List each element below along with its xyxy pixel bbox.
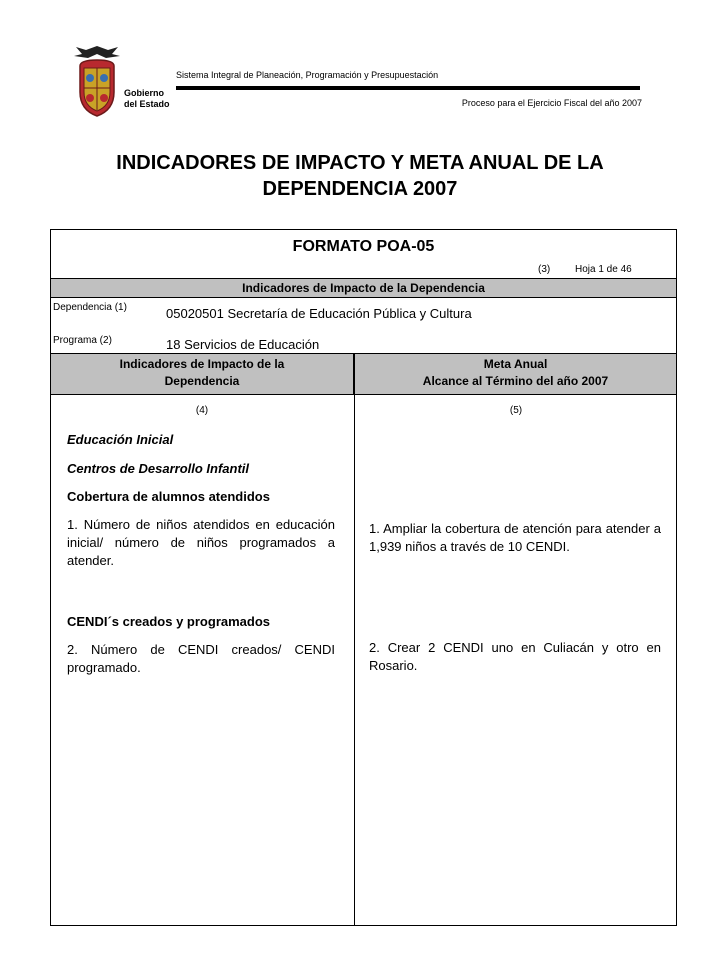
col-right-number: (5)	[509, 405, 523, 416]
col-header-indicators	[51, 354, 354, 394]
col-left-line-2: Dependencia	[164, 374, 240, 388]
system-title: Sistema Integral de Planeación, Programación y Presupuestación	[176, 70, 439, 80]
form-frame	[50, 229, 677, 926]
col-right-line-2: Alcance al Término del año 2007	[422, 374, 609, 388]
col-left-line-1: Indicadores de Impacto de la	[119, 357, 285, 371]
gov-line-1: Gobierno	[124, 88, 164, 98]
title-line-1: INDICADORES DE IMPACTO Y META ANUAL DE LA	[116, 152, 604, 174]
heading-centers: Centros de Desarrollo Infantil	[67, 461, 250, 476]
form-code: FORMATO POA-05	[292, 238, 435, 255]
col-right-line-1: Meta Anual	[483, 357, 548, 371]
column-divider	[354, 353, 355, 926]
eagle-icon	[74, 46, 120, 58]
programa-value: 18 Servicios de Educación	[166, 337, 320, 352]
header-rule	[176, 86, 640, 90]
page-title	[60, 150, 660, 202]
gov-line-2: del Estado	[124, 99, 170, 109]
subhead-cendi: CENDI´s creados y programados	[67, 614, 271, 629]
heading-education: Educación Inicial	[67, 432, 174, 447]
programa-label: Programa (2)	[53, 335, 112, 346]
title-line-2: DEPENDENCIA 2007	[262, 178, 458, 200]
sheet-ref: (3)	[538, 264, 551, 275]
government-label	[124, 88, 170, 110]
dependencia-value: 05020501 Secretaría de Educación Pública y Cultura	[166, 306, 472, 321]
state-seal-logo	[72, 44, 122, 118]
dependencia-label: Dependencia (1)	[53, 302, 127, 313]
goal-1: 1. Ampliar la cobertura de atención para atender a 1,939 niños a través de 10 CENDI.	[369, 521, 661, 554]
goal-2: 2. Crear 2 CENDI uno en Culiacán y otro en Rosario.	[369, 640, 661, 673]
indicator-2: 2. Número de CENDI creados/ CENDI programado.	[67, 642, 335, 675]
subhead-coverage: Cobertura de alumnos atendidos	[67, 489, 270, 504]
section-band: Indicadores de Impacto de la Dependencia	[51, 278, 676, 298]
column-header-band	[51, 353, 676, 395]
sheet-counter: Hoja 1 de 46	[575, 264, 632, 275]
process-year: Proceso para el Ejercicio Fiscal del año 2007	[461, 98, 642, 108]
col-left-number: (4)	[195, 405, 209, 416]
indicator-1: 1. Número de niños atendidos en educación inicial/ número de niños programados a atender.	[67, 517, 335, 568]
col-header-goal	[355, 354, 676, 394]
